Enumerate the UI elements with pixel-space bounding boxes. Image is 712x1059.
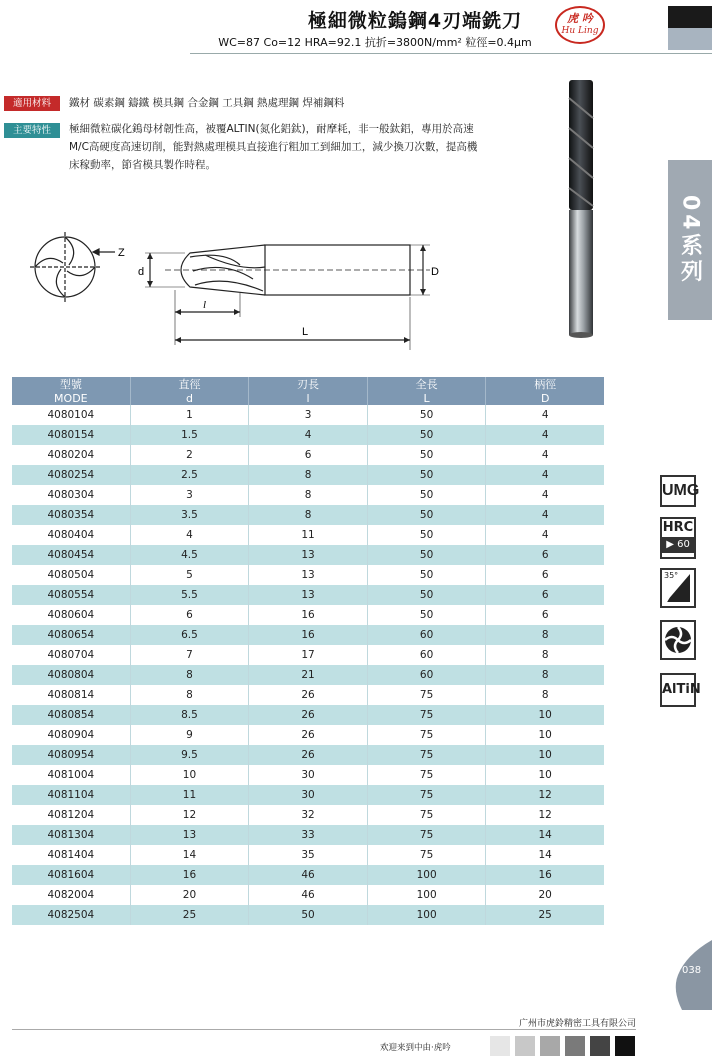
cell-shank: 4 [486, 465, 604, 485]
table-row [12, 585, 604, 605]
logo-text: 虎 吟 [567, 12, 593, 25]
cell-overall-length: 50 [367, 565, 486, 585]
d-label: d [138, 266, 145, 278]
cell-shank: 12 [486, 785, 604, 805]
cell-model: 4081404 [12, 845, 130, 865]
cell-shank: 10 [486, 705, 604, 725]
cell-diameter: 8 [130, 685, 249, 705]
hrc-arrow-icon: ▶ [666, 539, 674, 550]
series-tab: 04系列 [668, 160, 712, 320]
table-row [12, 505, 604, 525]
cell-flute-length: 33 [249, 825, 368, 845]
cell-diameter: 1 [130, 405, 249, 425]
cell-model: 4080104 [12, 405, 130, 425]
col-header-overall-length-en: L [367, 391, 486, 405]
table-header-zh [12, 377, 604, 391]
cell-flute-length: 16 [249, 625, 368, 645]
cell-overall-length: 50 [367, 445, 486, 465]
col-header-shank-en: D [486, 391, 604, 405]
cell-model: 4080814 [12, 685, 130, 705]
cell-flute-length: 11 [249, 525, 368, 545]
cell-diameter: 6.5 [130, 625, 249, 645]
cell-overall-length: 50 [367, 525, 486, 545]
cell-flute-length: 17 [249, 645, 368, 665]
spec-table [12, 377, 604, 925]
table-row [12, 845, 604, 865]
cell-overall-length: 50 [367, 545, 486, 565]
cell-shank: 12 [486, 805, 604, 825]
material-text: 鐵材 碳素鋼 鑄鐵 模具鋼 合金鋼 工具鋼 熱處理鋼 焊補鋼料 [69, 97, 345, 109]
cell-model: 4080254 [12, 465, 130, 485]
cell-diameter: 8 [130, 665, 249, 685]
cell-flute-length: 32 [249, 805, 368, 825]
table-row [12, 705, 604, 725]
cell-shank: 6 [486, 605, 604, 625]
table-row [12, 865, 604, 885]
cell-model: 4081604 [12, 865, 130, 885]
cell-shank: 4 [486, 405, 604, 425]
cell-diameter: 1.5 [130, 425, 249, 445]
table-row [12, 745, 604, 765]
cell-model: 4080854 [12, 705, 130, 725]
cell-diameter: 9.5 [130, 745, 249, 765]
cell-overall-length: 75 [367, 685, 486, 705]
cell-overall-length: 75 [367, 785, 486, 805]
cell-flute-length: 26 [249, 725, 368, 745]
umg-icon-label: UMG [662, 482, 700, 499]
coating-icon [660, 673, 701, 707]
cell-flute-length: 30 [249, 765, 368, 785]
col-header-flute-length: 刃長 [249, 377, 368, 391]
cell-diameter: 6 [130, 605, 249, 625]
footer-divider [12, 1029, 636, 1030]
cell-shank: 6 [486, 565, 604, 585]
brand-logo [555, 6, 605, 44]
table-row [12, 885, 604, 905]
cell-shank: 14 [486, 845, 604, 865]
cell-overall-length: 60 [367, 665, 486, 685]
header-bar-light [668, 28, 712, 50]
cell-model: 4082004 [12, 885, 130, 905]
table-row [12, 525, 604, 545]
cell-model: 4081204 [12, 805, 130, 825]
cell-flute-length: 26 [249, 745, 368, 765]
cell-shank: 25 [486, 905, 604, 925]
col-header-model: 型號 [12, 377, 130, 391]
cell-overall-length: 50 [367, 465, 486, 485]
cell-overall-length: 75 [367, 745, 486, 765]
table-row [12, 565, 604, 585]
feature-line-2: M/C高硬度高速切削，能對熱處理模具直接進行粗加工到細加工，減少換刀次數，提高機 [69, 141, 478, 153]
cell-flute-length: 30 [249, 785, 368, 805]
cell-diameter: 5 [130, 565, 249, 585]
cell-diameter: 9 [130, 725, 249, 745]
table-row [12, 545, 604, 565]
table-row [12, 785, 604, 805]
cell-diameter: 7 [130, 645, 249, 665]
cell-shank: 10 [486, 725, 604, 745]
welcome-text: 欢迎来到中由·虎吟 [380, 1043, 451, 1053]
L-label: L [302, 326, 309, 338]
table-row [12, 905, 604, 925]
cell-diameter: 16 [130, 865, 249, 885]
cell-shank: 4 [486, 425, 604, 445]
cell-model: 4080304 [12, 485, 130, 505]
cell-overall-length: 75 [367, 825, 486, 845]
cell-model: 4080654 [12, 625, 130, 645]
col-header-shank: 柄徑 [486, 377, 604, 391]
swatch-6 [615, 1036, 635, 1056]
swatch-3 [540, 1036, 560, 1056]
cell-diameter: 25 [130, 905, 249, 925]
cell-flute-length: 35 [249, 845, 368, 865]
cell-model: 4081004 [12, 765, 130, 785]
page-title: 極細微粒鎢鋼4刃端銑刀 [307, 10, 523, 32]
table-row [12, 405, 604, 425]
cell-model: 4080554 [12, 585, 130, 605]
four-flute-graphic [662, 622, 694, 658]
cell-model: 4080954 [12, 745, 130, 765]
table-row [12, 665, 604, 685]
cell-diameter: 3.5 [130, 505, 249, 525]
cell-diameter: 10 [130, 765, 249, 785]
angle-label: 35° [664, 571, 679, 580]
cell-flute-length: 13 [249, 585, 368, 605]
cell-shank: 4 [486, 505, 604, 525]
cell-diameter: 14 [130, 845, 249, 865]
material-label: 適用材料 [4, 96, 60, 111]
umg-icon [660, 475, 700, 507]
col-header-diameter: 直徑 [130, 377, 249, 391]
swatch-2 [515, 1036, 535, 1056]
feature-label: 主要特性 [4, 123, 60, 138]
cell-overall-length: 100 [367, 905, 486, 925]
table-row [12, 625, 604, 645]
logo-subtext: Hu Ling [561, 26, 599, 36]
table-row [12, 445, 604, 465]
table-row [12, 805, 604, 825]
cell-flute-length: 26 [249, 705, 368, 725]
cell-shank: 4 [486, 525, 604, 545]
cell-diameter: 3 [130, 485, 249, 505]
table-row [12, 685, 604, 705]
helix-angle-icon [660, 568, 696, 608]
cell-model: 4080154 [12, 425, 130, 445]
header-divider [190, 53, 712, 54]
cell-diameter: 5.5 [130, 585, 249, 605]
cell-model: 4080404 [12, 525, 130, 545]
col-header-overall-length: 全長 [367, 377, 486, 391]
cell-flute-length: 46 [249, 865, 368, 885]
cell-overall-length: 100 [367, 865, 486, 885]
table-row [12, 725, 604, 745]
cell-overall-length: 100 [367, 885, 486, 905]
table-row [12, 765, 604, 785]
cell-shank: 8 [486, 685, 604, 705]
cell-model: 4080604 [12, 605, 130, 625]
z-label: Z [118, 247, 125, 259]
cell-overall-length: 50 [367, 405, 486, 425]
cell-overall-length: 60 [367, 645, 486, 665]
cell-model: 4080804 [12, 665, 130, 685]
cell-flute-length: 3 [249, 405, 368, 425]
four-flute-icon [660, 620, 696, 660]
table-row [12, 485, 604, 505]
cell-flute-length: 16 [249, 605, 368, 625]
end-mill-diagram [25, 205, 445, 365]
col-header-model-en: MODE [12, 391, 130, 405]
col-header-diameter-en: d [130, 391, 249, 405]
hrc-value: 60 [677, 539, 690, 550]
cell-flute-length: 6 [249, 445, 368, 465]
cell-model: 4081304 [12, 825, 130, 845]
cell-shank: 4 [486, 445, 604, 465]
cell-overall-length: 75 [367, 845, 486, 865]
cell-overall-length: 50 [367, 505, 486, 525]
cell-flute-length: 46 [249, 885, 368, 905]
cell-shank: 4 [486, 485, 604, 505]
cell-diameter: 20 [130, 885, 249, 905]
company-name: 广州市虎鈴精密工具有限公司 [518, 1019, 636, 1029]
cell-shank: 6 [486, 585, 604, 605]
cell-flute-length: 8 [249, 465, 368, 485]
hrc-icon-label: HRC [662, 520, 694, 535]
cell-overall-length: 75 [367, 805, 486, 825]
cell-model: 4080204 [12, 445, 130, 465]
cell-overall-length: 50 [367, 585, 486, 605]
cell-shank: 10 [486, 765, 604, 785]
table-header-en [12, 391, 604, 405]
swatch-1 [490, 1036, 510, 1056]
cell-diameter: 13 [130, 825, 249, 845]
cell-flute-length: 13 [249, 565, 368, 585]
cell-model: 4080704 [12, 645, 130, 665]
cell-shank: 20 [486, 885, 604, 905]
table-row [12, 425, 604, 445]
swatch-4 [565, 1036, 585, 1056]
cell-shank: 16 [486, 865, 604, 885]
cell-flute-length: 50 [249, 905, 368, 925]
feature-line-3: 床稼動率，節省模具製作時程。 [69, 159, 216, 171]
cell-flute-length: 13 [249, 545, 368, 565]
cell-model: 4081104 [12, 785, 130, 805]
cell-diameter: 8.5 [130, 705, 249, 725]
cell-model: 4080504 [12, 565, 130, 585]
cell-diameter: 12 [130, 805, 249, 825]
cell-model: 4080904 [12, 725, 130, 745]
cell-overall-length: 60 [367, 625, 486, 645]
swatch-5 [590, 1036, 610, 1056]
cell-overall-length: 50 [367, 425, 486, 445]
D-label: D [431, 266, 439, 278]
col-header-flute-length-en: l [249, 391, 368, 405]
cell-shank: 8 [486, 665, 604, 685]
cell-flute-length: 26 [249, 685, 368, 705]
cell-diameter: 2.5 [130, 465, 249, 485]
l-label: l [203, 299, 207, 311]
cell-flute-length: 8 [249, 505, 368, 525]
hrc-icon [660, 517, 696, 559]
cell-shank: 10 [486, 745, 604, 765]
cell-flute-length: 4 [249, 425, 368, 445]
table-row [12, 465, 604, 485]
cell-shank: 14 [486, 825, 604, 845]
cell-overall-length: 75 [367, 705, 486, 725]
cell-overall-length: 75 [367, 765, 486, 785]
coating-label: AlTiN [662, 682, 701, 697]
cell-diameter: 2 [130, 445, 249, 465]
cell-overall-length: 50 [367, 485, 486, 505]
page-number: 038 [682, 965, 702, 976]
end-mill-photo [555, 78, 605, 340]
cell-flute-length: 8 [249, 485, 368, 505]
feature-line-1: 極細微粒碳化鎢母材韌性高，被覆ALTIN(氮化鋁鈦)，耐摩耗，非一般鈦鋁，專用於高速 [69, 123, 474, 135]
table-row [12, 645, 604, 665]
spec-subtitle: WC=87 Co=12 HRA=92.1 抗折=3800N/mm² 粒徑=0.4μm [218, 36, 532, 49]
cell-shank: 6 [486, 545, 604, 565]
cell-shank: 8 [486, 645, 604, 665]
cell-shank: 8 [486, 625, 604, 645]
cell-diameter: 4 [130, 525, 249, 545]
cell-model: 4082504 [12, 905, 130, 925]
cell-overall-length: 75 [367, 725, 486, 745]
cell-flute-length: 21 [249, 665, 368, 685]
header-bar-dark [668, 6, 712, 28]
cell-diameter: 4.5 [130, 545, 249, 565]
cell-overall-length: 50 [367, 605, 486, 625]
cell-model: 4080354 [12, 505, 130, 525]
table-row [12, 605, 604, 625]
cell-model: 4080454 [12, 545, 130, 565]
table-row [12, 825, 604, 845]
cell-diameter: 11 [130, 785, 249, 805]
